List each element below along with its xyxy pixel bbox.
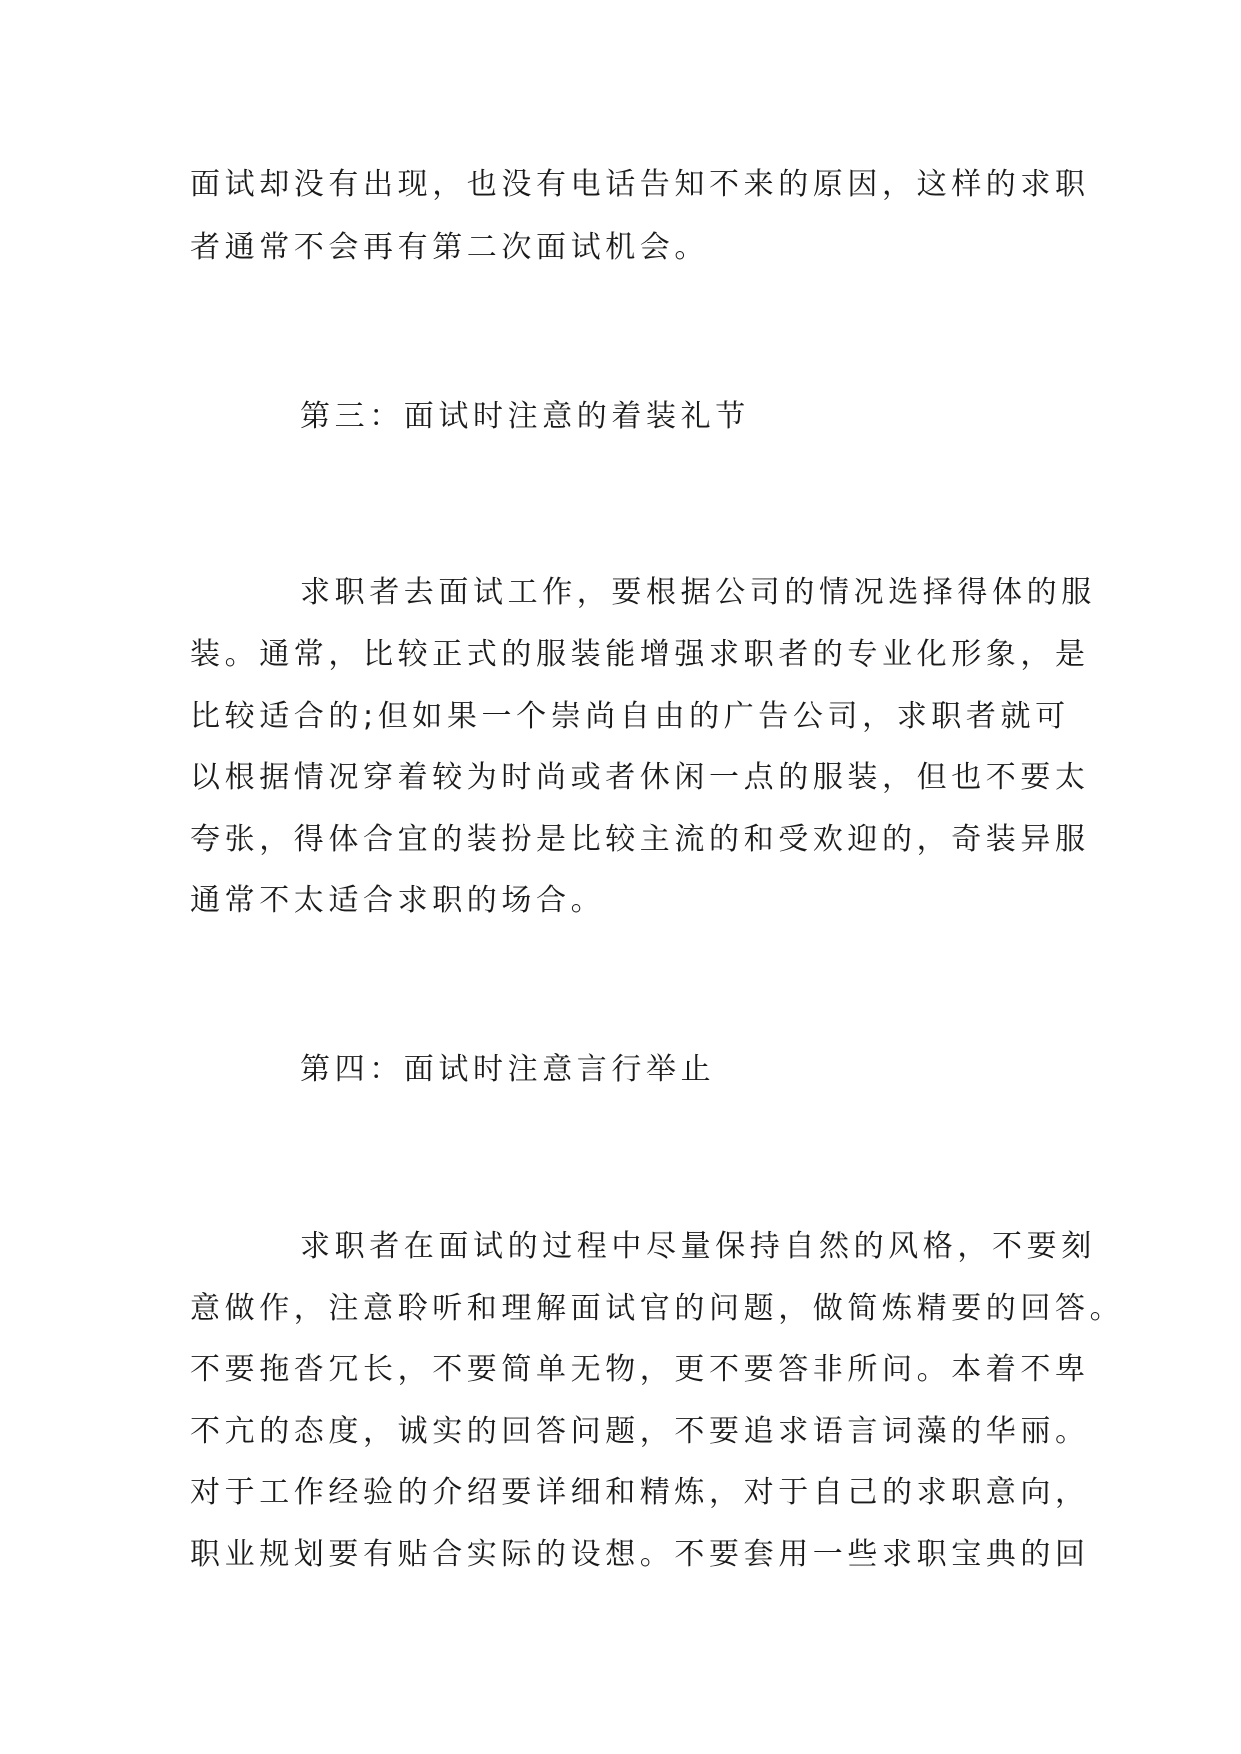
text-line: 求职者在面试的过程中尽量保持自然的风格，不要刻 xyxy=(300,1229,1096,1264)
section-heading-4: 第四：面试时注意言行举止 xyxy=(300,1052,716,1087)
section-heading-3: 第三：面试时注意的着装礼节 xyxy=(300,399,750,434)
text-line: 不亢的态度，诚实的回答问题，不要追求语言词藻的华丽。 xyxy=(190,1414,1090,1449)
text-line: 意做作，注意聆听和理解面试官的问题，做简炼精要的回答。 xyxy=(190,1291,1125,1326)
text-line: 夸张，得体合宜的装扮是比较主流的和受欢迎的，奇装异服 xyxy=(190,822,1090,857)
text-line: 职业规划要有贴合实际的设想。不要套用一些求职宝典的回 xyxy=(190,1537,1090,1572)
text-line: 装。通常，比较正式的服装能增强求职者的专业化形象，是 xyxy=(190,637,1090,672)
text-line: 比较适合的;但如果一个崇尚自由的广告公司，求职者就可 xyxy=(190,699,1070,734)
text-line: 以根据情况穿着较为时尚或者休闲一点的服装，但也不要太 xyxy=(190,760,1090,795)
text-line: 者通常不会再有第二次面试机会。 xyxy=(190,230,709,265)
text-line: 不要拖沓冗长，不要简单无物，更不要答非所问。本着不卑 xyxy=(190,1352,1090,1387)
text-line: 对于工作经验的介绍要详细和精炼，对于自己的求职意向， xyxy=(190,1475,1090,1510)
text-line: 面试却没有出现，也没有电话告知不来的原因，这样的求职 xyxy=(190,167,1090,202)
text-line: 求职者去面试工作，要根据公司的情况选择得体的服 xyxy=(300,575,1096,610)
text-line: 通常不太适合求职的场合。 xyxy=(190,883,606,918)
